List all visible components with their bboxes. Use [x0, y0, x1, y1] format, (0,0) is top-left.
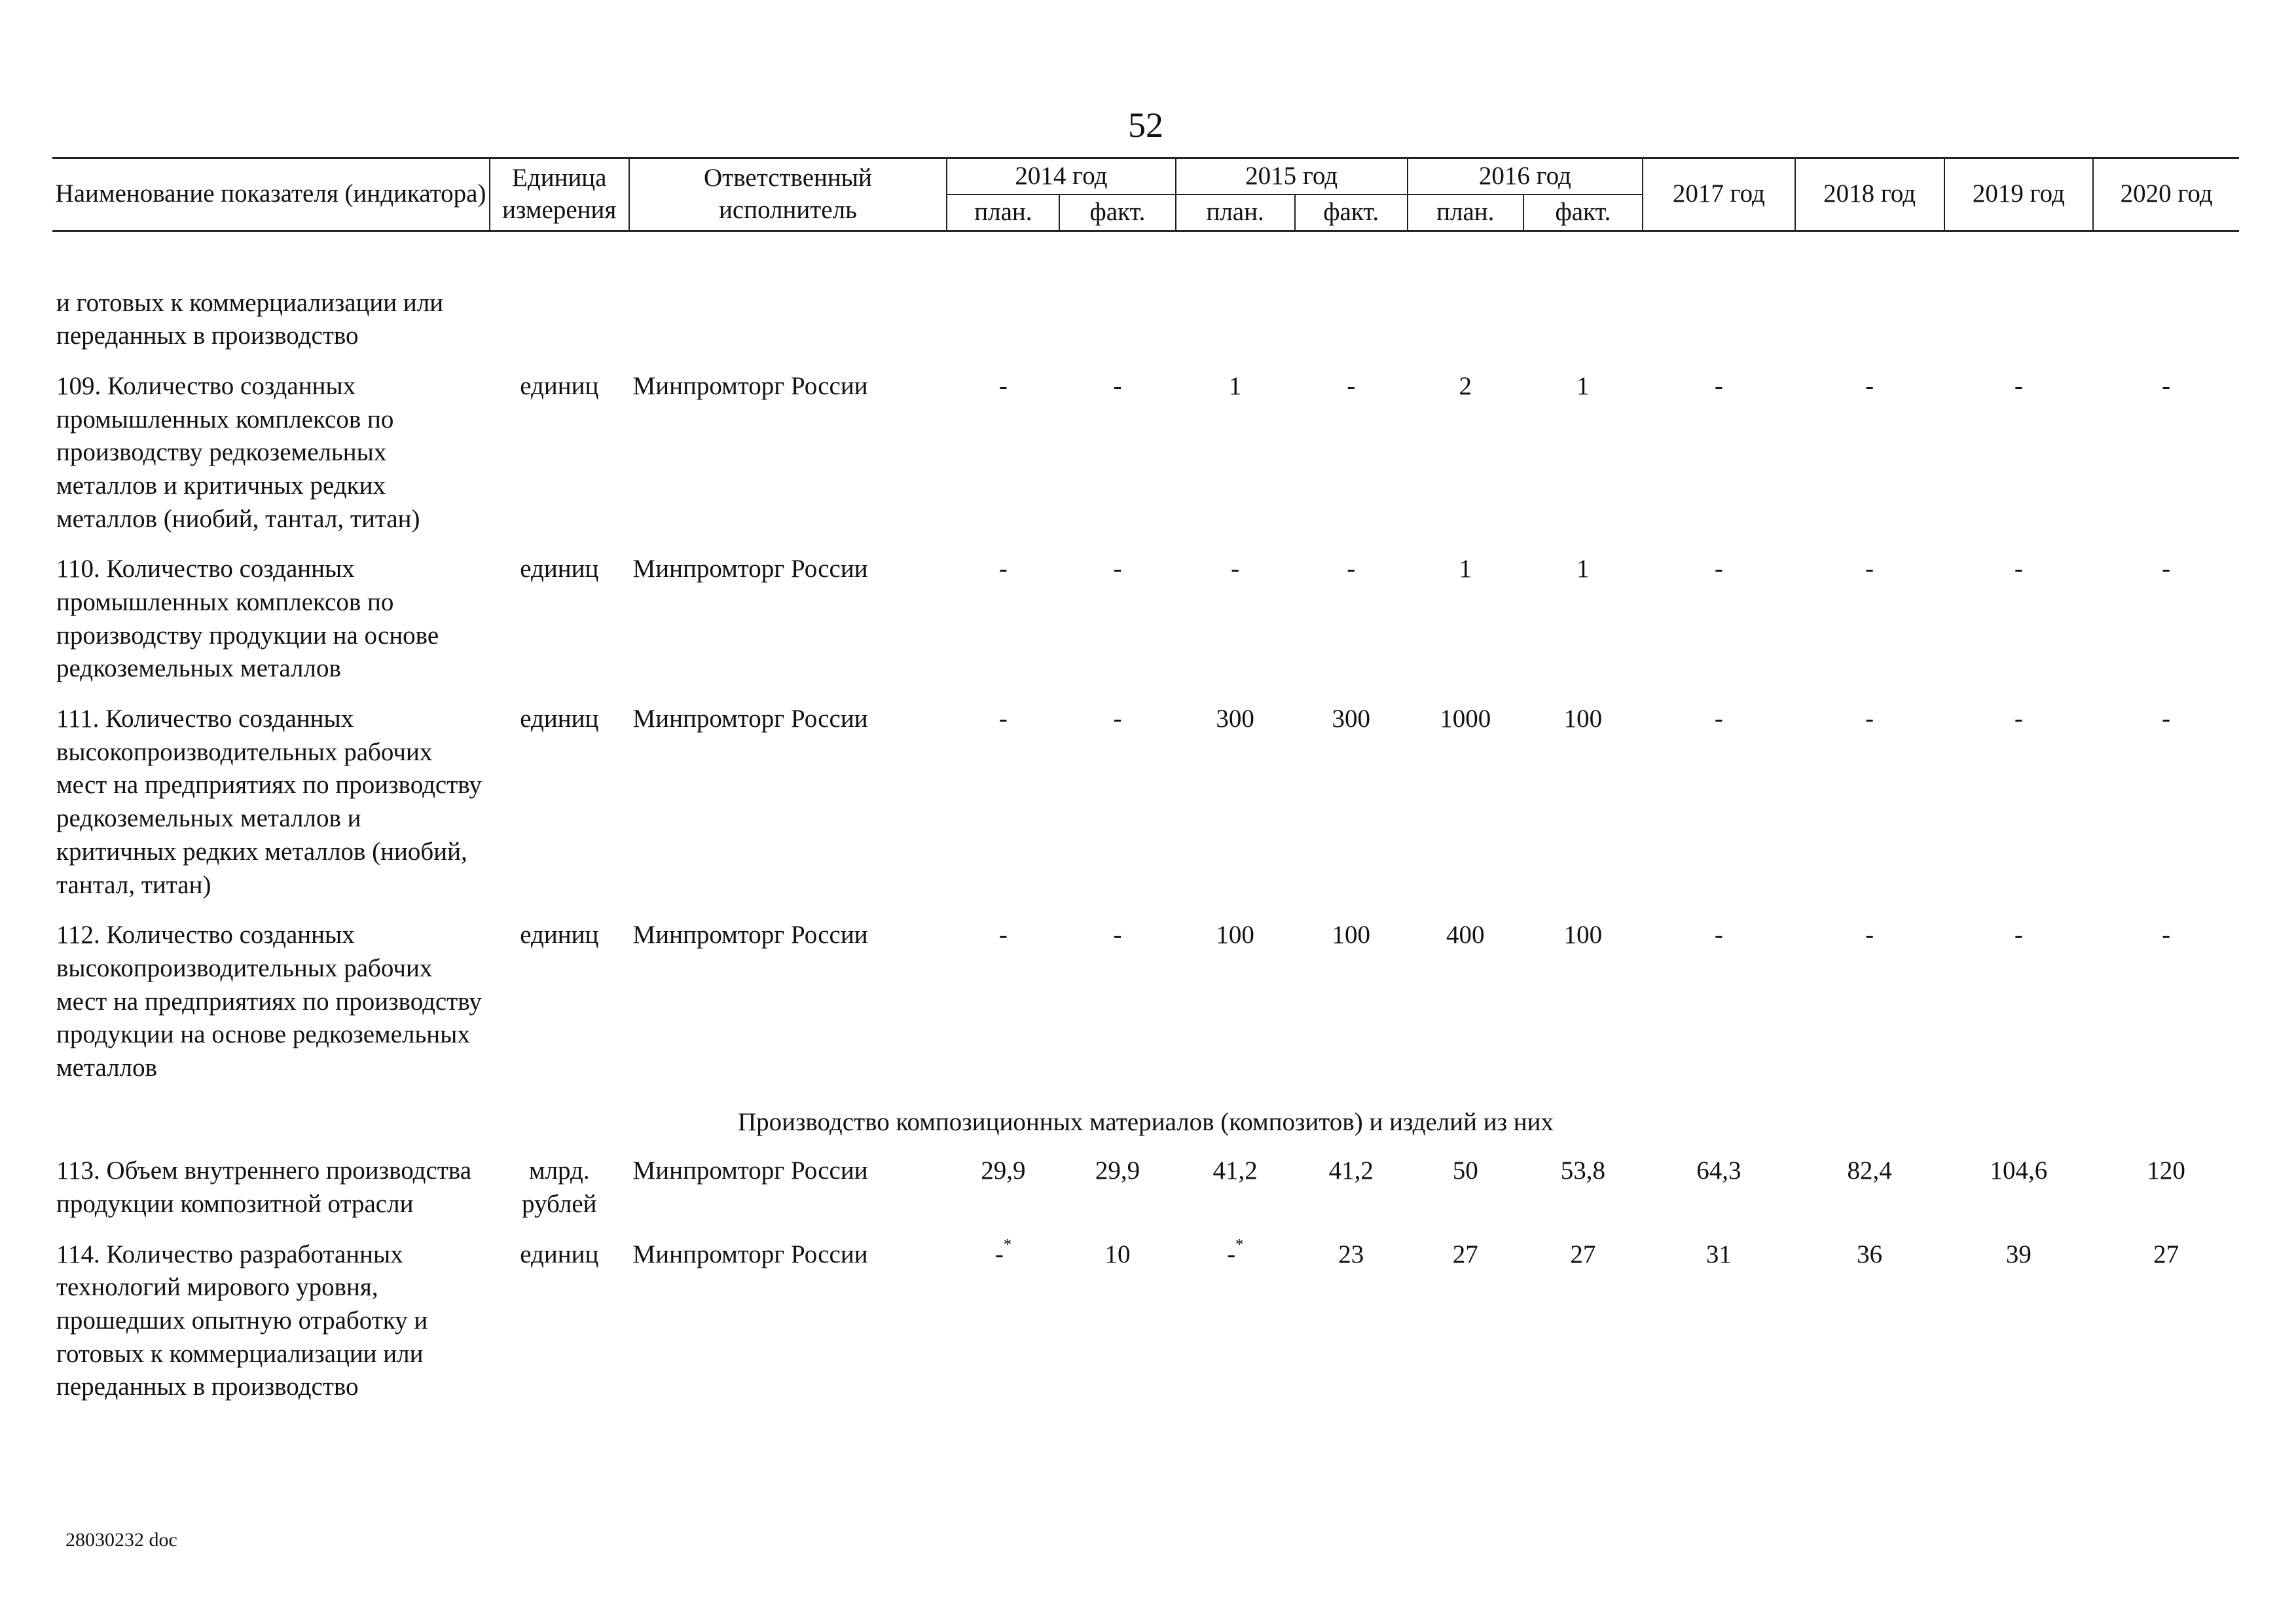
indicator-name: 111. Количество созданных высокопроизводительных рабочих мест на предприятиях по производству редкоземельных металлов и критичных редких металлов (ниобий, тантал, титан)	[56, 705, 482, 899]
value-cell	[1795, 544, 1944, 693]
value-cell	[1176, 693, 1295, 910]
value-cell	[1643, 361, 1795, 544]
value-text: 41,2	[1328, 1156, 1374, 1185]
value-cell	[1059, 544, 1175, 693]
value-cell	[1643, 1229, 1795, 1412]
header-year-2014: 2014 год	[947, 158, 1175, 194]
value-cell	[1944, 1229, 2094, 1412]
value-cell	[2093, 544, 2239, 693]
value-text: 64,3	[1696, 1156, 1741, 1185]
value-cell	[1176, 544, 1295, 693]
value-cell	[1295, 693, 1408, 910]
value-text: -	[994, 1240, 1004, 1268]
header-fact-2016: факт.	[1523, 194, 1643, 231]
value-text: -	[1714, 705, 1723, 733]
unit-cell: млрд. рублей	[522, 1156, 597, 1218]
value-cell	[1523, 910, 1643, 1092]
value-text: -	[998, 921, 1008, 950]
value-cell	[2093, 1145, 2239, 1228]
value-cell	[1795, 1229, 1944, 1412]
header-fact-2014: факт.	[1059, 194, 1175, 231]
value-text: -	[2162, 705, 2171, 733]
value-cell	[1176, 1145, 1295, 1228]
table-row	[52, 361, 2239, 544]
value-text: -	[2162, 555, 2171, 583]
value-cell	[1176, 361, 1295, 544]
value-text: 29,9	[1095, 1156, 1140, 1185]
value-cell	[947, 1145, 1059, 1228]
table-row	[52, 1229, 2239, 1412]
value-cell	[1059, 361, 1175, 544]
value-cell	[947, 361, 1059, 544]
indicator-name: 109. Количество созданных промышленных комплексов по производству редкоземельных металлов и критичных редких металлов (ниобий, тантал, титан)	[56, 371, 420, 533]
value-cell	[1795, 910, 1944, 1092]
unit-cell: единиц	[520, 555, 599, 583]
header-fact-2015: факт.	[1295, 194, 1408, 231]
value-text: 100	[1216, 921, 1254, 950]
value-text: 300	[1332, 705, 1370, 733]
value-text: -	[998, 705, 1008, 733]
value-cell	[1944, 1145, 2094, 1228]
value-text: 300	[1216, 705, 1254, 733]
value-text: -	[1113, 555, 1122, 583]
value-text: 27	[1570, 1240, 1596, 1268]
value-text: -	[2014, 555, 2023, 583]
continuation-text: и готовых к коммерциализации или переданных в производство	[56, 288, 444, 350]
value-text: 2	[1459, 371, 1472, 400]
value-text: 1	[1576, 371, 1590, 400]
value-text: -	[1865, 555, 1874, 583]
value-text: -	[2014, 371, 2023, 400]
value-text: 41,2	[1212, 1156, 1258, 1185]
value-text: -	[2014, 921, 2023, 950]
value-text: -	[2162, 921, 2171, 950]
value-text: 104,6	[1990, 1156, 2048, 1185]
value-text: 29,9	[981, 1156, 1026, 1185]
indicator-name: 113. Объем внутреннего производства продукции композитной отрасли	[56, 1156, 472, 1218]
value-cell	[1795, 361, 1944, 544]
value-text: -	[1113, 371, 1122, 400]
responsible-cell: Минпромторг России	[632, 921, 868, 950]
value-text: -	[1231, 555, 1240, 583]
responsible-cell: Минпромторг России	[632, 555, 868, 583]
section-heading-row	[52, 1093, 2239, 1146]
unit-cell: единиц	[520, 921, 599, 950]
value-text: 400	[1446, 921, 1485, 950]
value-text: 53,8	[1560, 1156, 1606, 1185]
value-cell	[1059, 1229, 1175, 1412]
responsible-cell: Минпромторг России	[632, 1240, 868, 1268]
value-text: -	[1865, 705, 1874, 733]
value-cell	[1176, 910, 1295, 1092]
table-row	[52, 693, 2239, 910]
header-plan-2016: план.	[1408, 194, 1523, 231]
value-cell	[1176, 1229, 1295, 1412]
value-cell	[1643, 693, 1795, 910]
value-cell	[1523, 361, 1643, 544]
header-unit: Единица измерения	[490, 158, 629, 231]
indicator-name: 114. Количество разработанных технологий мирового уровня, прошедших опытную отработку и готовых к коммерциализации или переданных в производство	[56, 1240, 428, 1401]
page-number: 52	[1128, 105, 1163, 145]
value-text: -	[1113, 705, 1122, 733]
value-cell	[1295, 361, 1408, 544]
value-cell	[1523, 544, 1643, 693]
value-text: -	[1714, 555, 1723, 583]
value-cell	[947, 544, 1059, 693]
value-cell	[1523, 1229, 1643, 1412]
header-responsible: Ответственный исполнитель	[629, 158, 947, 231]
value-text: -	[1347, 555, 1356, 583]
indicator-name: 112. Количество созданных высокопроизводительных рабочих мест на предприятиях по производству продукции на основе редкоземельных металлов	[56, 921, 482, 1082]
header-plan-2015: план.	[1176, 194, 1295, 231]
value-cell	[1944, 361, 2094, 544]
value-text: -	[1113, 921, 1122, 950]
value-text: 10	[1104, 1240, 1131, 1268]
value-text: -	[1347, 371, 1356, 400]
value-cell	[1408, 693, 1523, 910]
value-cell	[1944, 693, 2094, 910]
value-text: 31	[1705, 1240, 1732, 1268]
value-text: 1000	[1440, 705, 1491, 733]
value-cell	[1944, 544, 2094, 693]
value-text: -	[1227, 1240, 1236, 1268]
value-cell	[1408, 910, 1523, 1092]
value-text: 100	[1332, 921, 1370, 950]
value-text: 82,4	[1847, 1156, 1892, 1185]
value-text: 36	[1857, 1240, 1883, 1268]
header-year-2015: 2015 год	[1176, 158, 1408, 194]
value-cell	[1408, 1145, 1523, 1228]
unit-cell: единиц	[520, 705, 599, 733]
unit-cell: единиц	[520, 371, 599, 400]
value-cell	[947, 693, 1059, 910]
table-row	[52, 544, 2239, 693]
unit-cell: единиц	[520, 1240, 599, 1268]
responsible-cell: Минпромторг России	[632, 371, 868, 400]
footnote-marker: *	[1235, 1236, 1244, 1253]
value-cell	[947, 1229, 1059, 1412]
value-text: 1	[1228, 371, 1242, 400]
value-cell	[1643, 910, 1795, 1092]
value-cell	[1295, 1145, 1408, 1228]
header-indicator-name: Наименование показателя (индикатора)	[52, 158, 490, 231]
table-row	[52, 1145, 2239, 1228]
indicator-name: 110. Количество созданных промышленных комплексов по производству продукции на основе редкоземельных металлов	[56, 555, 439, 683]
header-year-2018: 2018 год	[1795, 158, 1944, 231]
value-cell	[2093, 693, 2239, 910]
value-text: -	[998, 555, 1008, 583]
table-row-continuation	[52, 278, 2239, 361]
header-plan-2014: план.	[947, 194, 1059, 231]
value-text: 100	[1563, 705, 1603, 733]
value-text: 1	[1576, 555, 1590, 583]
value-cell	[1408, 1229, 1523, 1412]
value-text: -	[1865, 371, 1874, 400]
value-text: 23	[1338, 1240, 1364, 1268]
value-cell	[1295, 910, 1408, 1092]
footnote-marker: *	[1003, 1236, 1011, 1253]
value-cell	[1295, 1229, 1408, 1412]
value-text: 100	[1563, 921, 1603, 950]
value-cell	[2093, 1229, 2239, 1412]
value-cell	[1795, 1145, 1944, 1228]
value-cell	[1295, 544, 1408, 693]
value-cell	[1643, 1145, 1795, 1228]
value-cell	[2093, 910, 2239, 1092]
section-title: Производство композиционных материалов (композитов) и изделий из них	[737, 1107, 1554, 1136]
value-cell	[1523, 1145, 1643, 1228]
header-year-2020: 2020 год	[2093, 158, 2239, 231]
value-cell	[1795, 693, 1944, 910]
value-text: -	[2162, 371, 2171, 400]
value-text: -	[1714, 921, 1723, 950]
value-text: -	[1865, 921, 1874, 950]
value-text: -	[2014, 705, 2023, 733]
value-cell	[1523, 693, 1643, 910]
value-cell	[1059, 1145, 1175, 1228]
value-text: 27	[1452, 1240, 1478, 1268]
value-cell	[1059, 910, 1175, 1092]
value-text: 39	[2005, 1240, 2032, 1268]
value-cell	[1643, 544, 1795, 693]
header-year-2016: 2016 год	[1408, 158, 1643, 194]
indicators-table	[52, 157, 2239, 1412]
value-cell	[1059, 693, 1175, 910]
table-header	[52, 158, 2239, 231]
responsible-cell: Минпромторг России	[632, 705, 868, 733]
value-text: -	[1714, 371, 1723, 400]
value-text: 50	[1452, 1156, 1478, 1185]
value-cell	[1408, 544, 1523, 693]
value-text: 27	[2153, 1240, 2179, 1268]
header-year-2017: 2017 год	[1643, 158, 1795, 231]
value-cell	[1944, 910, 2094, 1092]
value-cell	[947, 910, 1059, 1092]
value-text: 1	[1459, 555, 1472, 583]
table-row	[52, 910, 2239, 1092]
value-cell	[1408, 361, 1523, 544]
value-text: -	[998, 371, 1008, 400]
header-year-2019: 2019 год	[1944, 158, 2094, 231]
value-cell	[2093, 361, 2239, 544]
table-body	[52, 231, 2239, 1412]
responsible-cell: Минпромторг России	[632, 1156, 868, 1185]
document-code: 28030232 doc	[65, 1529, 177, 1551]
value-text: 120	[2147, 1156, 2185, 1185]
